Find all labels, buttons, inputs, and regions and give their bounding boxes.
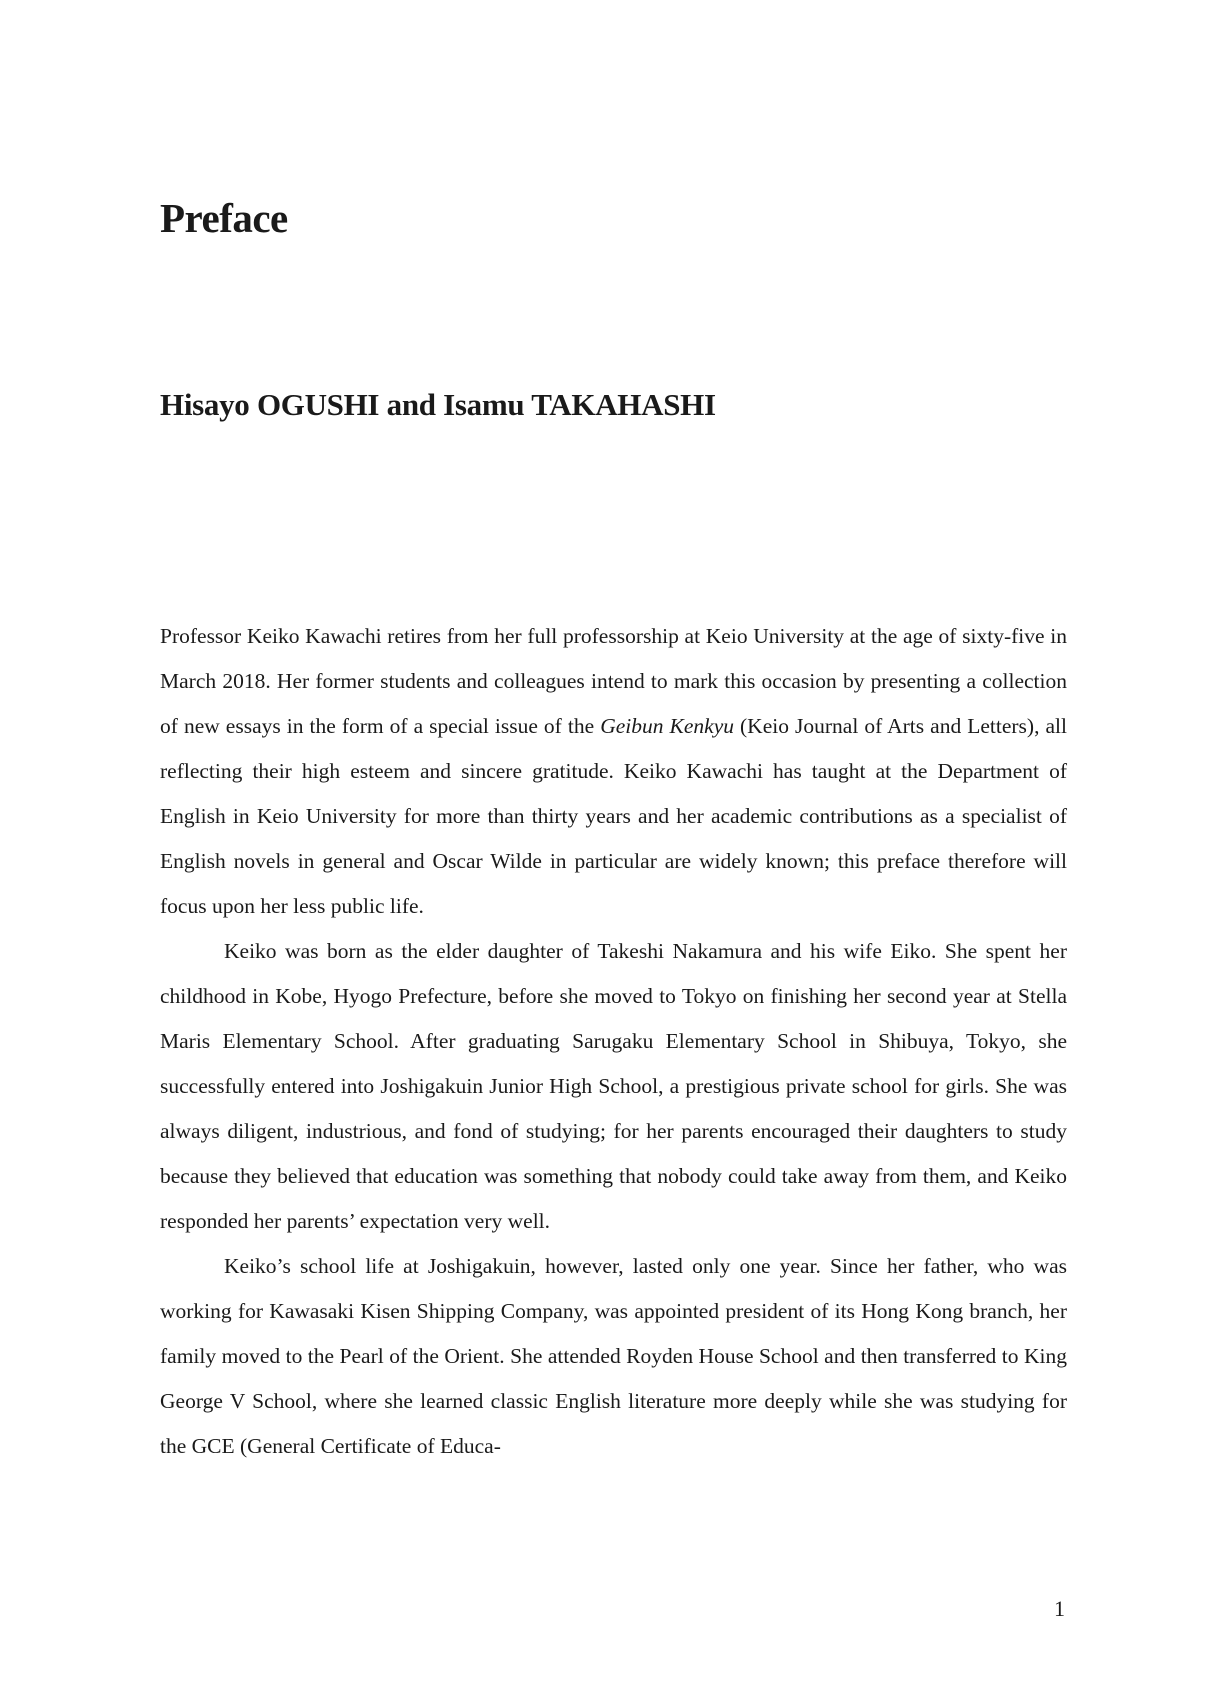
journal-title-italic: Geibun Kenkyu bbox=[600, 714, 734, 738]
paragraph-2: Keiko was born as the elder daughter of Takeshi Nakamura and his wife Eiko. She spent her childhood in Kobe, Hyogo Prefecture, before she moved to Tokyo on finishing her second year at Stella Maris Elementary School. After graduating Sarugaku Elementary School in Shibuya, Tokyo, she successfully entered into Joshigakuin Junior High School, a prestigious private school for girls. She was always diligent, industrious, and fond of studying; for her parents encouraged their daughters to study because they believed that education was something that nobody could take away from them, and Keiko responded her parents’ expectation very well. bbox=[160, 939, 1067, 1233]
page-number: 1 bbox=[1054, 1596, 1065, 1621]
paragraph-1-part-2: (Keio Journal of Arts and Letters), all reflecting their high esteem and sincere gratitude. Keiko Kawachi has taught at the Department of English in Keio University for more than thirty years and her academic contributions as a specialist of English novels in general and Oscar Wilde in particular are widely known; this preface therefore will focus upon her less public life. bbox=[160, 714, 1067, 918]
paragraph-1 bbox=[160, 614, 1067, 929]
paragraph-1-part-1: Professor Keiko Kawachi retires from her full professorship at Keio University at the age of sixty-five in March 2018. Her former students and colleagues intend to mark this occasion by presenting a collection of new essays in the form of a special issue of the bbox=[160, 624, 1067, 738]
authors-line: Hisayo OGUSHI and Isamu TAKAHASHI bbox=[160, 387, 716, 422]
body-text bbox=[160, 614, 1067, 1469]
paragraph-3: Keiko’s school life at Joshigakuin, however, lasted only one year. Since her father, who was working for Kawasaki Kisen Shipping Company, was appointed president of its Hong Kong branch, her family moved to the Pearl of the Orient. She attended Royden House School and then transferred to King George V School, where she learned classic English literature more deeply while she was studying for the GCE (General Certificate of Educa- bbox=[160, 1254, 1067, 1458]
page-title: Preface bbox=[160, 195, 288, 241]
